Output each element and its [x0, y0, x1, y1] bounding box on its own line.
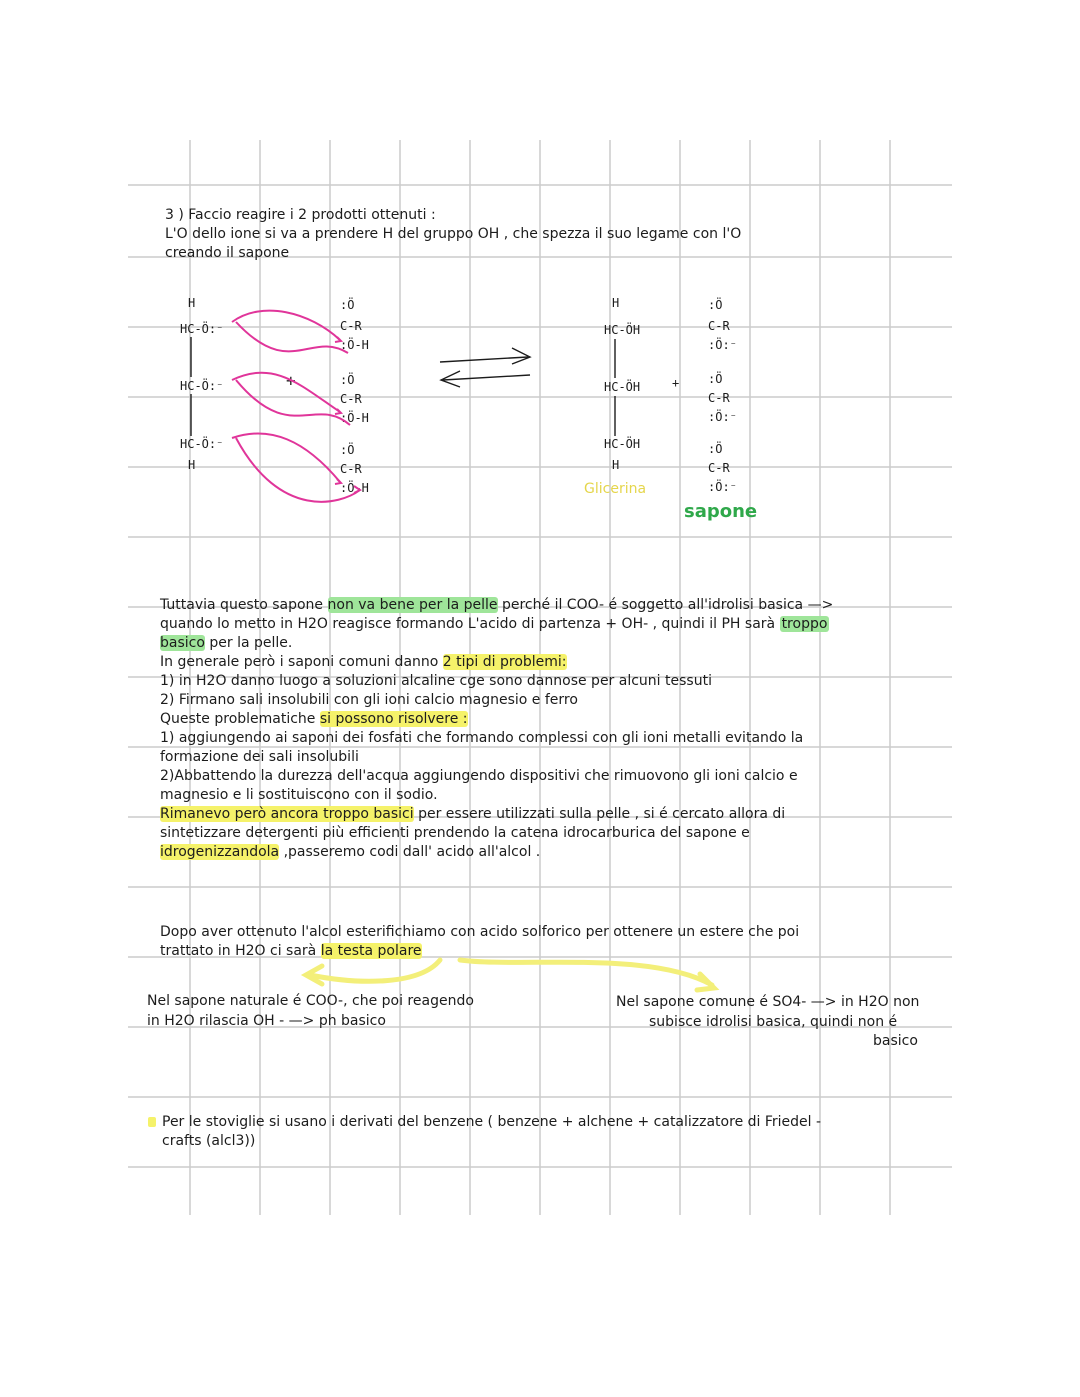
para1-line-10: 2)Abbattendo la durezza dell'acqua aggiungendo dispositivi che rimuovono gli ioni calcio e — [160, 768, 798, 784]
acid-2-o: :Ö — [340, 373, 355, 387]
common-soap-line-2: subisce idrolisi basica, quindi non é — [649, 1014, 898, 1030]
acid-1-c: C-R — [340, 319, 362, 333]
soap-2-o: :Ö — [708, 372, 723, 386]
soap-2-ominus: :Ö:⁻ — [708, 410, 737, 424]
section-line-2: L'O dello ione si va a prendere H del gruppo OH , che spezza il suo legame con l'O — [165, 226, 742, 242]
para1-l2-highlight: troppo — [781, 616, 828, 632]
natural-soap-line-1: Nel sapone naturale é COO-, che poi reagendo — [147, 993, 474, 1009]
glycerin-bottom-h: H — [612, 458, 620, 472]
para1-l4-text: In generale però i saponi comuni danno — [160, 654, 443, 670]
natural-soap-line-2: in H2O rilascia OH - —> ph basico — [147, 1013, 386, 1029]
para1-line-8: 1) aggiungendo ai saponi dei fosfati che formando complessi con gli ioni metalli evitando la — [160, 730, 804, 746]
acid-3-c: C-R — [340, 462, 362, 476]
para1-l7-text: Queste problematiche — [160, 711, 320, 727]
para3-line-2: crafts (alcl3)) — [162, 1133, 256, 1149]
glycerolate-row-1: HC-Ö:⁻ — [180, 322, 224, 336]
label-glycerin: Glicerina — [584, 481, 647, 497]
section-line-3: creando il sapone — [165, 245, 290, 261]
para1-l1-highlight: non va bene per la pelle — [327, 597, 498, 613]
glycerolate-bottom-h: H — [188, 458, 196, 472]
para1-line-13: sintetizzare detergenti più efficienti prendendo la catena idrocarburica del sapone e — [160, 825, 750, 841]
para1-l3-text: per la pelle. — [204, 635, 293, 651]
para1-l14-text: ,passeremo codi dall' acido all'alcol . — [279, 844, 541, 860]
glycerin-row-3: HC-ÖH — [604, 437, 641, 451]
acid-1-oh: :Ö-H — [340, 338, 369, 352]
para2-line-1: Dopo aver ottenuto l'alcol esterifichiamo con acido solforico per ottenere un estere che poi — [160, 924, 800, 940]
para1-l3-highlight: basico — [160, 635, 205, 651]
para1-l1-text-end: perché il COO- é soggetto all'idrolisi basica —> — [497, 597, 834, 613]
soap-3-c: C-R — [708, 461, 730, 475]
para1-l4-highlight: 2 tipi di problemi: — [442, 654, 567, 670]
para1-l1-text: Tuttavia questo sapone — [160, 597, 328, 613]
para3-line-1: Per le stoviglie si usano i derivati del benzene ( benzene + alchene + catalizzatore di Friedel - — [162, 1114, 822, 1130]
para2-l2-highlight: la testa polare — [320, 943, 422, 959]
para1-l12-text: per essere utilizzati sulla pelle , si é cercato allora di — [413, 806, 786, 822]
bullet-marker — [148, 1117, 156, 1127]
common-soap-line-1: Nel sapone comune é SO4- —> in H2O non — [616, 994, 920, 1010]
para1-line-6: 2) Firmano sali insolubili con gli ioni calcio magnesio e ferro — [160, 692, 578, 708]
para1-line-9: formazione dei sali insolubili — [160, 749, 359, 765]
acid-2-oh: :Ö-H — [340, 411, 369, 425]
para2-l2-text: trattato in H2O ci sarà — [160, 943, 321, 959]
label-soap: sapone — [684, 501, 758, 522]
glycerolate-row-2: HC-Ö:⁻ — [180, 379, 224, 393]
acid-2-c: C-R — [340, 392, 362, 406]
section-heading: 3 ) Faccio reagire i 2 prodotti ottenuti : — [165, 207, 436, 223]
common-soap-line-3: basico — [873, 1033, 918, 1049]
soap-2-c: C-R — [708, 391, 730, 405]
para1-l2-text: quando lo metto in H2O reagisce formando L'acido di partenza + OH- , quindi il PH sarà — [160, 616, 780, 632]
soap-3-o: :Ö — [708, 442, 723, 456]
acid-1-o: :Ö — [340, 298, 355, 312]
plus-sign-right: + — [672, 376, 680, 390]
acid-3-oh: :Ö-H — [340, 481, 369, 495]
glycerolate-top-h: H — [188, 296, 196, 310]
glycerin-row-1: HC-ÖH — [604, 323, 641, 337]
para1-line-5: 1) in H2O danno luogo a soluzioni alcaline cge sono dannose per alcuni tessuti — [160, 673, 712, 689]
soap-1-ominus: :Ö:⁻ — [708, 338, 737, 352]
acid-3-o: :Ö — [340, 443, 355, 457]
para1-l7-highlight: si possono risolvere : — [319, 711, 468, 727]
para1-l12-highlight: Rimanevo però ancora troppo basici — [160, 806, 414, 822]
plus-sign-left: + — [286, 371, 296, 390]
soap-3-ominus: :Ö:⁻ — [708, 480, 737, 494]
glycerolate-row-3: HC-Ö:⁻ — [180, 437, 224, 451]
glycerin-row-2: HC-ÖH — [604, 380, 641, 394]
soap-1-c: C-R — [708, 319, 730, 333]
para1-l14-highlight: idrogenizzandola — [160, 844, 280, 860]
soap-1-o: :Ö — [708, 298, 723, 312]
glycerin-top-h: H — [612, 296, 620, 310]
para1-line-11: magnesio e li sostituiscono con il sodio. — [160, 787, 438, 803]
